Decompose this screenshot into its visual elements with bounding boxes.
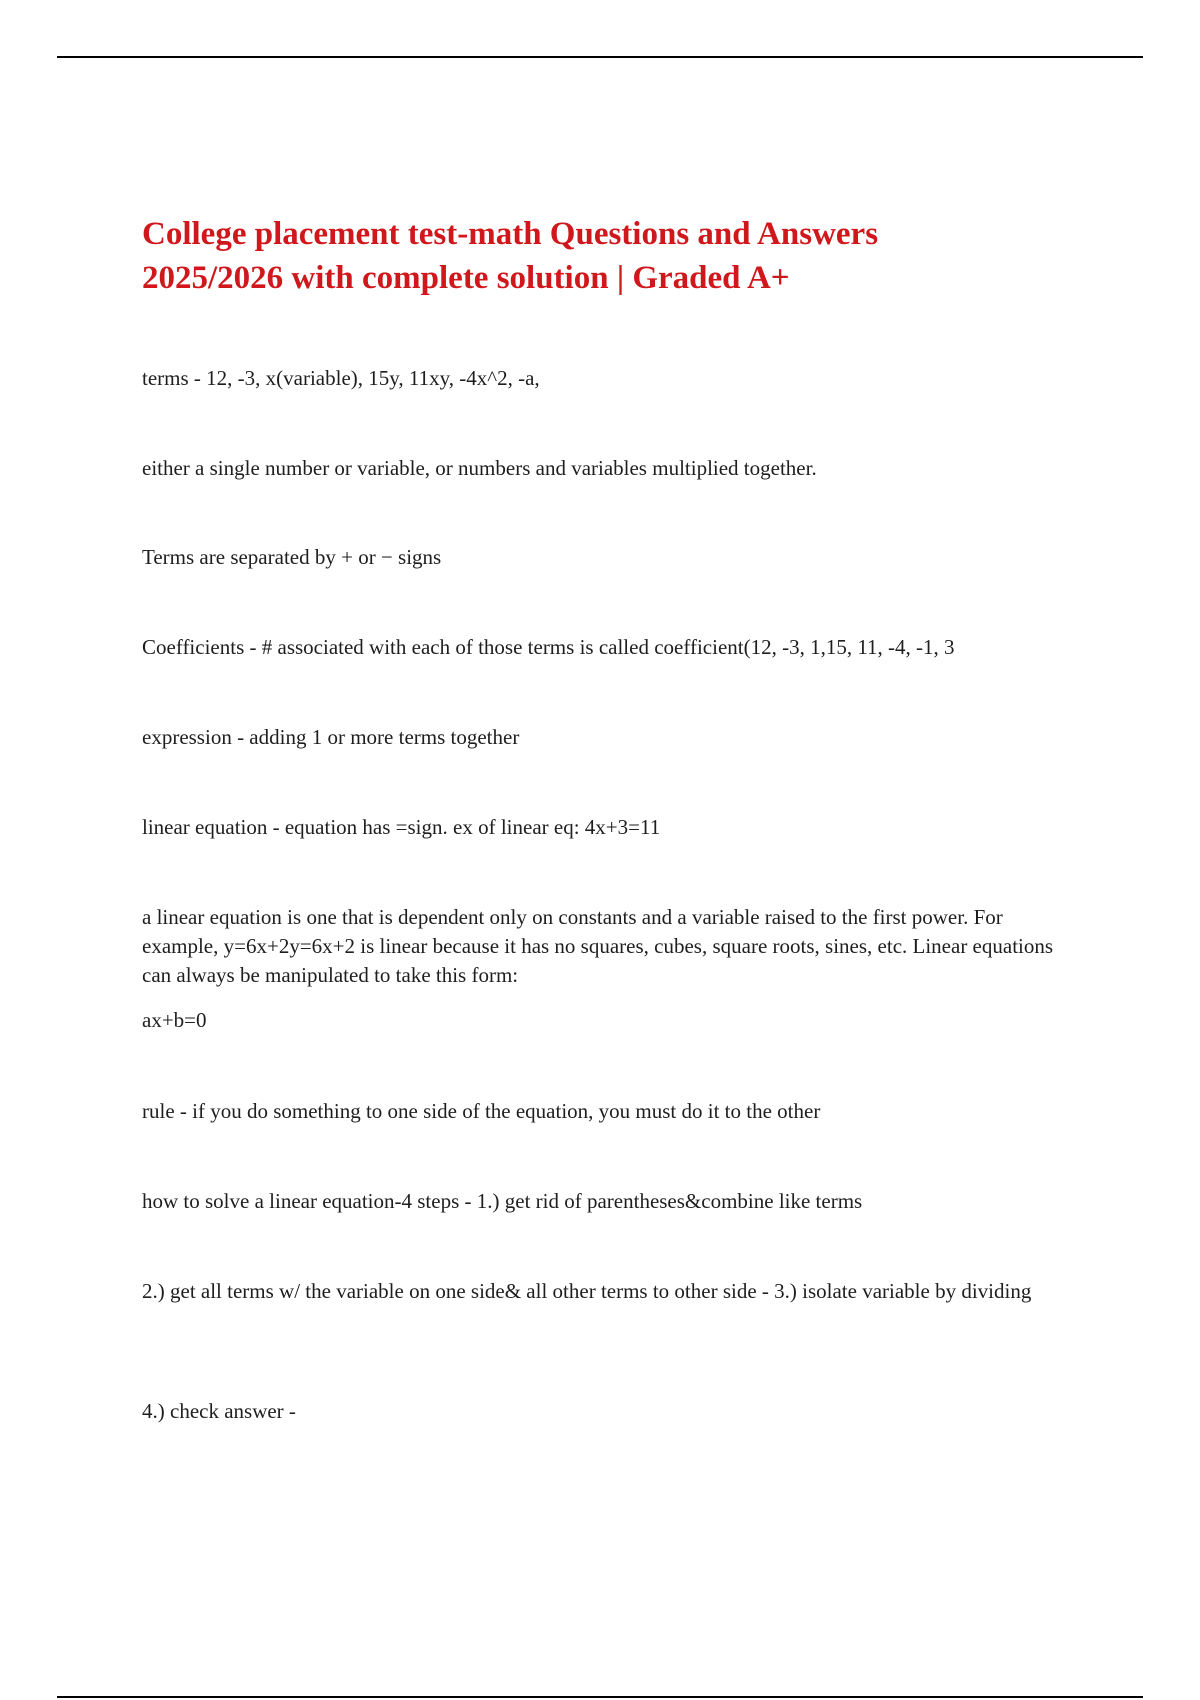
paragraph-terms: terms - 12, -3, x(variable), 15y, 11xy, -4x^2, -a, bbox=[142, 366, 540, 390]
bottom-rule bbox=[57, 1696, 1143, 1698]
paragraph-linear-equation-explanation: a linear equation is one that is dependent only on constants and a variable raised to the first power. For example, y=6x+2y=6x+2 is linear because it has no squares, cubes, square roots, sines, etc. Linear equations can always be manipulated to take this form: bbox=[142, 905, 1054, 987]
title-line-2: 2025/2026 with complete solution | Graded A+ bbox=[142, 260, 790, 296]
document-title bbox=[142, 212, 1072, 300]
paragraph-linear-form: ax+b=0 bbox=[142, 1008, 207, 1032]
title-line-1: College placement test-math Questions and Answers bbox=[142, 216, 879, 252]
paragraph-steps-2-3: 2.) get all terms w/ the variable on one side& all other terms to other side - 3.) isolate variable by dividing bbox=[142, 1279, 1032, 1303]
paragraph-linear-equation: linear equation - equation has =sign. ex of linear eq: 4x+3=11 bbox=[142, 815, 661, 839]
paragraph-term-separators: Terms are separated by + or − signs bbox=[142, 545, 442, 569]
paragraph-term-definition: either a single number or variable, or numbers and variables multiplied together. bbox=[142, 456, 817, 480]
paragraph-solve-steps: how to solve a linear equation-4 steps - 1.) get rid of parentheses&combine like terms bbox=[142, 1189, 863, 1213]
paragraph-rule: rule - if you do something to one side of the equation, you must do it to the other bbox=[142, 1099, 821, 1123]
paragraph-coefficients: Coefficients - # associated with each of those terms is called coefficient(12, -3, 1,15, 11, -4, -1, 3 bbox=[142, 635, 955, 659]
document-header bbox=[142, 212, 1072, 300]
paragraph-step-4: 4.) check answer - bbox=[142, 1399, 296, 1423]
paragraph-expression: expression - adding 1 or more terms together bbox=[142, 725, 520, 749]
top-rule bbox=[57, 56, 1143, 58]
